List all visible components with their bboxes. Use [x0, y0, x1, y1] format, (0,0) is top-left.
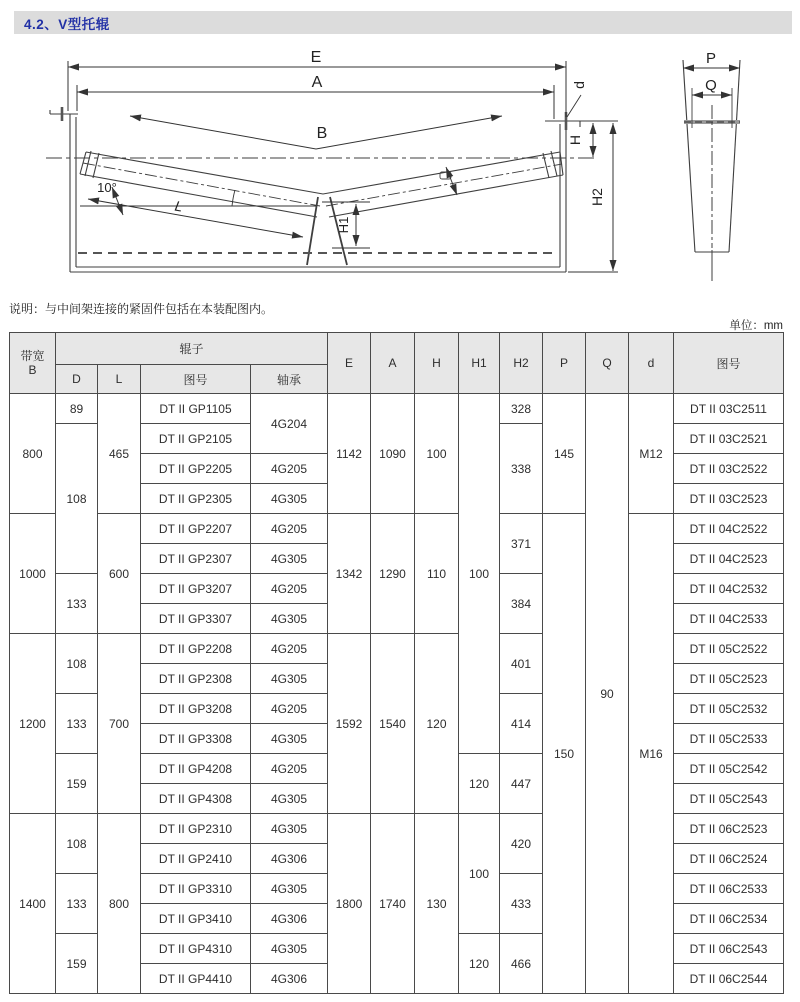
dim-label-Q: Q [705, 77, 717, 94]
table-cell: 150 [543, 514, 586, 994]
table-cell: 338 [500, 424, 543, 514]
table-cell: 100 [459, 814, 500, 934]
table-cell: DT II 03C2523 [674, 484, 784, 514]
table-cell: 1342 [328, 514, 371, 634]
table-cell: 1540 [371, 634, 415, 814]
table-cell: 120 [459, 934, 500, 994]
table-cell: 4G205 [251, 694, 328, 724]
table-cell: 4G305 [251, 664, 328, 694]
table-cell: 4G305 [251, 724, 328, 754]
table-cell: 89 [56, 394, 98, 424]
table-cell: 1592 [328, 634, 371, 814]
table-cell: DT II 06C2523 [674, 814, 784, 844]
table-cell: DT II 05C2543 [674, 784, 784, 814]
table-cell: 4G306 [251, 844, 328, 874]
table-cell: 371 [500, 514, 543, 574]
table-cell: 4G204 [251, 394, 328, 454]
table-cell: 4G205 [251, 634, 328, 664]
table-cell: DT II 04C2533 [674, 604, 784, 634]
spec-table [9, 332, 784, 994]
table-cell: 4G205 [251, 454, 328, 484]
table-cell: 1740 [371, 814, 415, 994]
table-cell: DT II GP2205 [141, 454, 251, 484]
table-cell: DT II 05C2522 [674, 634, 784, 664]
assembly-drawing [0, 0, 800, 300]
table-cell: 466 [500, 934, 543, 994]
table-cell: DT II GP2310 [141, 814, 251, 844]
dim-label-B: B [316, 125, 328, 142]
table-cell: 700 [98, 634, 141, 814]
table-cell: 4G305 [251, 784, 328, 814]
roller-pair [80, 151, 563, 217]
table-cell: 433 [500, 874, 543, 934]
table-cell: DT II GP3310 [141, 874, 251, 904]
table-cell: DT II 05C2523 [674, 664, 784, 694]
table-cell: 100 [459, 394, 500, 754]
table-cell: DT II GP2208 [141, 634, 251, 664]
table-cell: DT II GP2410 [141, 844, 251, 874]
table-cell: 1400 [10, 814, 56, 994]
table-cell: DT II GP3410 [141, 904, 251, 934]
table-cell: DT II GP3307 [141, 604, 251, 634]
table-cell: 800 [98, 814, 141, 994]
table-cell: DT II 04C2523 [674, 544, 784, 574]
table-cell: DT II 06C2544 [674, 964, 784, 994]
table-cell: DT II 05C2533 [674, 724, 784, 754]
page-title: 4.2、V型托辊 [24, 16, 110, 32]
table-cell: 1142 [328, 394, 371, 514]
table-cell: DT II 03C2511 [674, 394, 784, 424]
table-cell: 4G205 [251, 754, 328, 784]
table-cell: 4G306 [251, 964, 328, 994]
table-cell: 4G306 [251, 904, 328, 934]
table-cell: DT II 04C2522 [674, 514, 784, 544]
dim-label-H: H [567, 134, 583, 146]
dim-label-P: P [705, 50, 717, 67]
table-cell: DT II 05C2542 [674, 754, 784, 784]
table-cell: 1200 [10, 634, 56, 814]
table-cell: 447 [500, 754, 543, 814]
table-cell: 1290 [371, 514, 415, 634]
header-dim-H1: H1 [459, 333, 500, 394]
dim-label-d: d [571, 81, 587, 89]
table-cell: 1000 [10, 514, 56, 634]
header-dim-P: P [543, 333, 586, 394]
spec-table-header [10, 333, 784, 394]
table-cell: DT II GP4208 [141, 754, 251, 784]
table-cell: DT II GP3208 [141, 694, 251, 724]
table-cell: DT II GP4310 [141, 934, 251, 964]
table-cell: 4G305 [251, 484, 328, 514]
unit-label: 单位：mm [729, 320, 783, 332]
header-roller-D: D [56, 365, 98, 394]
table-cell: 4G305 [251, 874, 328, 904]
table-cell: DT II 06C2533 [674, 874, 784, 904]
table-cell: 384 [500, 574, 543, 634]
table-cell: DT II 04C2532 [674, 574, 784, 604]
table-cell: M16 [629, 514, 674, 994]
table-cell: DT II GP2105 [141, 424, 251, 454]
table-cell: 4G305 [251, 604, 328, 634]
table-cell: 90 [586, 394, 629, 994]
table-cell: 4G305 [251, 544, 328, 574]
table-cell: 600 [98, 514, 141, 634]
table-cell: DT II GP2207 [141, 514, 251, 544]
table-cell: DT II 03C2521 [674, 424, 784, 454]
table-cell: DT II GP1105 [141, 394, 251, 424]
table-cell: 145 [543, 394, 586, 514]
table-cell: DT II GP3207 [141, 574, 251, 604]
table-cell: 401 [500, 634, 543, 694]
table-cell: 4G305 [251, 814, 328, 844]
table-cell: 800 [10, 394, 56, 514]
header-roller-drawing-no: 图号 [141, 365, 251, 394]
table-cell: DT II GP2307 [141, 544, 251, 574]
header-dim-H: H [415, 333, 459, 394]
table-cell: 4G205 [251, 514, 328, 544]
table-cell: 465 [98, 394, 141, 514]
table-cell: DT II 05C2532 [674, 694, 784, 724]
table-cell: 110 [415, 514, 459, 634]
table-cell: DT II 06C2543 [674, 934, 784, 964]
table-cell: M12 [629, 394, 674, 514]
table-cell: 1800 [328, 814, 371, 994]
frame-outline [50, 107, 618, 272]
dim-label-angle: 10° [97, 180, 117, 195]
dim-label-H2: H2 [589, 188, 605, 206]
header-band-width-sub: B [28, 363, 37, 377]
dim-label-A: A [311, 74, 323, 91]
table-cell: 100 [415, 394, 459, 514]
note-text: 说明：与中间架连接的紧固件包括在本装配图内。 [9, 302, 274, 316]
table-cell: DT II GP3308 [141, 724, 251, 754]
header-dim-d: d [629, 333, 674, 394]
header-dim-A: A [371, 333, 415, 394]
dim-label-L: L [173, 197, 185, 215]
dim-label-H1: H1 [336, 216, 351, 234]
table-cell: DT II GP2305 [141, 484, 251, 514]
table-cell: DT II 06C2524 [674, 844, 784, 874]
table-cell: 414 [500, 694, 543, 754]
header-band-width [10, 333, 56, 394]
table-cell: 108 [56, 634, 98, 694]
table-cell: 120 [415, 634, 459, 814]
table-cell: DT II GP2308 [141, 664, 251, 694]
table-cell: 328 [500, 394, 543, 424]
table-cell: 108 [56, 814, 98, 874]
table-cell: 159 [56, 934, 98, 994]
header-dim-H2: H2 [500, 333, 543, 394]
table-cell: DT II GP4308 [141, 784, 251, 814]
table-cell: 120 [459, 754, 500, 814]
table-cell: DT II 03C2522 [674, 454, 784, 484]
table-cell: DT II 06C2534 [674, 904, 784, 934]
table-cell: 1090 [371, 394, 415, 514]
front-view [46, 61, 618, 272]
header-roller-L: L [98, 365, 141, 394]
spec-table-body [10, 394, 784, 994]
dim-label-E: E [310, 49, 322, 66]
table-cell: 159 [56, 754, 98, 814]
table-cell: 420 [500, 814, 543, 874]
header-band-width-label: 带宽 [20, 349, 45, 363]
table-cell: 130 [415, 814, 459, 994]
table-cell: 133 [56, 694, 98, 754]
header-dim-Q: Q [586, 333, 629, 394]
table-row [10, 514, 784, 544]
table-cell: 4G305 [251, 934, 328, 964]
header-drawing-no: 图号 [674, 333, 784, 394]
header-roller-group: 辊子 [56, 333, 328, 365]
header-dim-E: E [328, 333, 371, 394]
table-cell: 133 [56, 574, 98, 634]
dimension-lines [68, 61, 618, 272]
table-cell: 133 [56, 874, 98, 934]
header-roller-bearing: 轴承 [251, 365, 328, 394]
table-cell: DT II GP4410 [141, 964, 251, 994]
table-cell: 4G205 [251, 574, 328, 604]
table-row [10, 394, 784, 424]
table-cell: 108 [56, 424, 98, 574]
